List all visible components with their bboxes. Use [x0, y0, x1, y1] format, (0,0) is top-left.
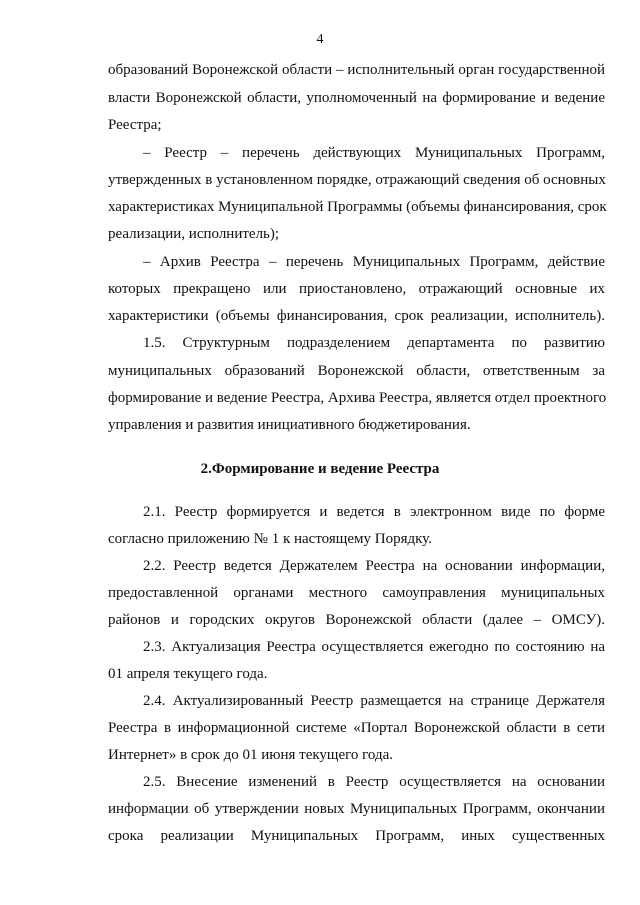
text-line: Интернет» в срок до 01 июня текущего года.: [108, 747, 394, 763]
text-line: утвержденных в установленном порядке, отражающий сведения об основных: [108, 172, 606, 188]
section-heading: 2.Формирование и ведение Реестра: [200, 461, 440, 477]
text-line: 2.2. Реестр ведется Держателем Реестра на основании информации,: [143, 558, 605, 574]
text-line: муниципальных образований Воронежской области, ответственным за: [108, 363, 605, 379]
text-line: реализации, исполнитель);: [108, 226, 280, 242]
text-line: 2.1. Реестр формируется и ведется в электронном виде по форме: [143, 504, 605, 520]
text-line: характеристиках Муниципальной Программы (объемы финансирования, срок: [108, 199, 607, 215]
text-line: Реестра в информационной системе «Портал Воронежской области в сети: [108, 720, 605, 736]
text-line: власти Воронежской области, уполномоченный на формирование и ведение: [108, 90, 605, 106]
text-line: характеристики (объемы финансирования, срок реализации, исполнитель).: [108, 308, 605, 324]
text-line: – Архив Реестра – перечень Муниципальных Программ, действие: [143, 254, 605, 270]
page-number: 4: [316, 32, 324, 47]
text-line: 2.3. Актуализация Реестра осуществляется ежегодно по состоянию на: [143, 639, 605, 655]
text-line: формирование и ведение Реестра, Архива Реестра, является отдел проектного: [108, 390, 607, 406]
text-line: 1.5. Структурным подразделением департамента по развитию: [143, 335, 605, 351]
text-line: Реестра;: [108, 117, 162, 133]
text-line: районов и городских округов Воронежской области (далее – ОМСУ).: [108, 612, 605, 628]
text-line: срока реализации Муниципальных Программ, иных существенных: [108, 828, 605, 844]
text-line: образований Воронежской области – исполнительный орган государственной: [108, 62, 605, 78]
text-line: 2.4. Актуализированный Реестр размещается на странице Держателя: [143, 693, 605, 709]
text-line: – Реестр – перечень действующих Муниципальных Программ,: [143, 145, 605, 161]
text-line: согласно приложению № 1 к настоящему Порядку.: [108, 531, 432, 547]
text-line: управления и развития инициативного бюджетирования.: [108, 417, 471, 433]
text-line: информации об утверждении новых Муниципальных Программ, окончании: [108, 801, 605, 817]
text-line: 2.5. Внесение изменений в Реестр осуществляется на основании: [143, 774, 605, 790]
text-line: 01 апреля текущего года.: [108, 666, 268, 682]
text-line: которых прекращено или приостановлено, отражающий основные их: [108, 281, 605, 297]
text-line: предоставленной органами местного самоуправления муниципальных: [108, 585, 605, 601]
